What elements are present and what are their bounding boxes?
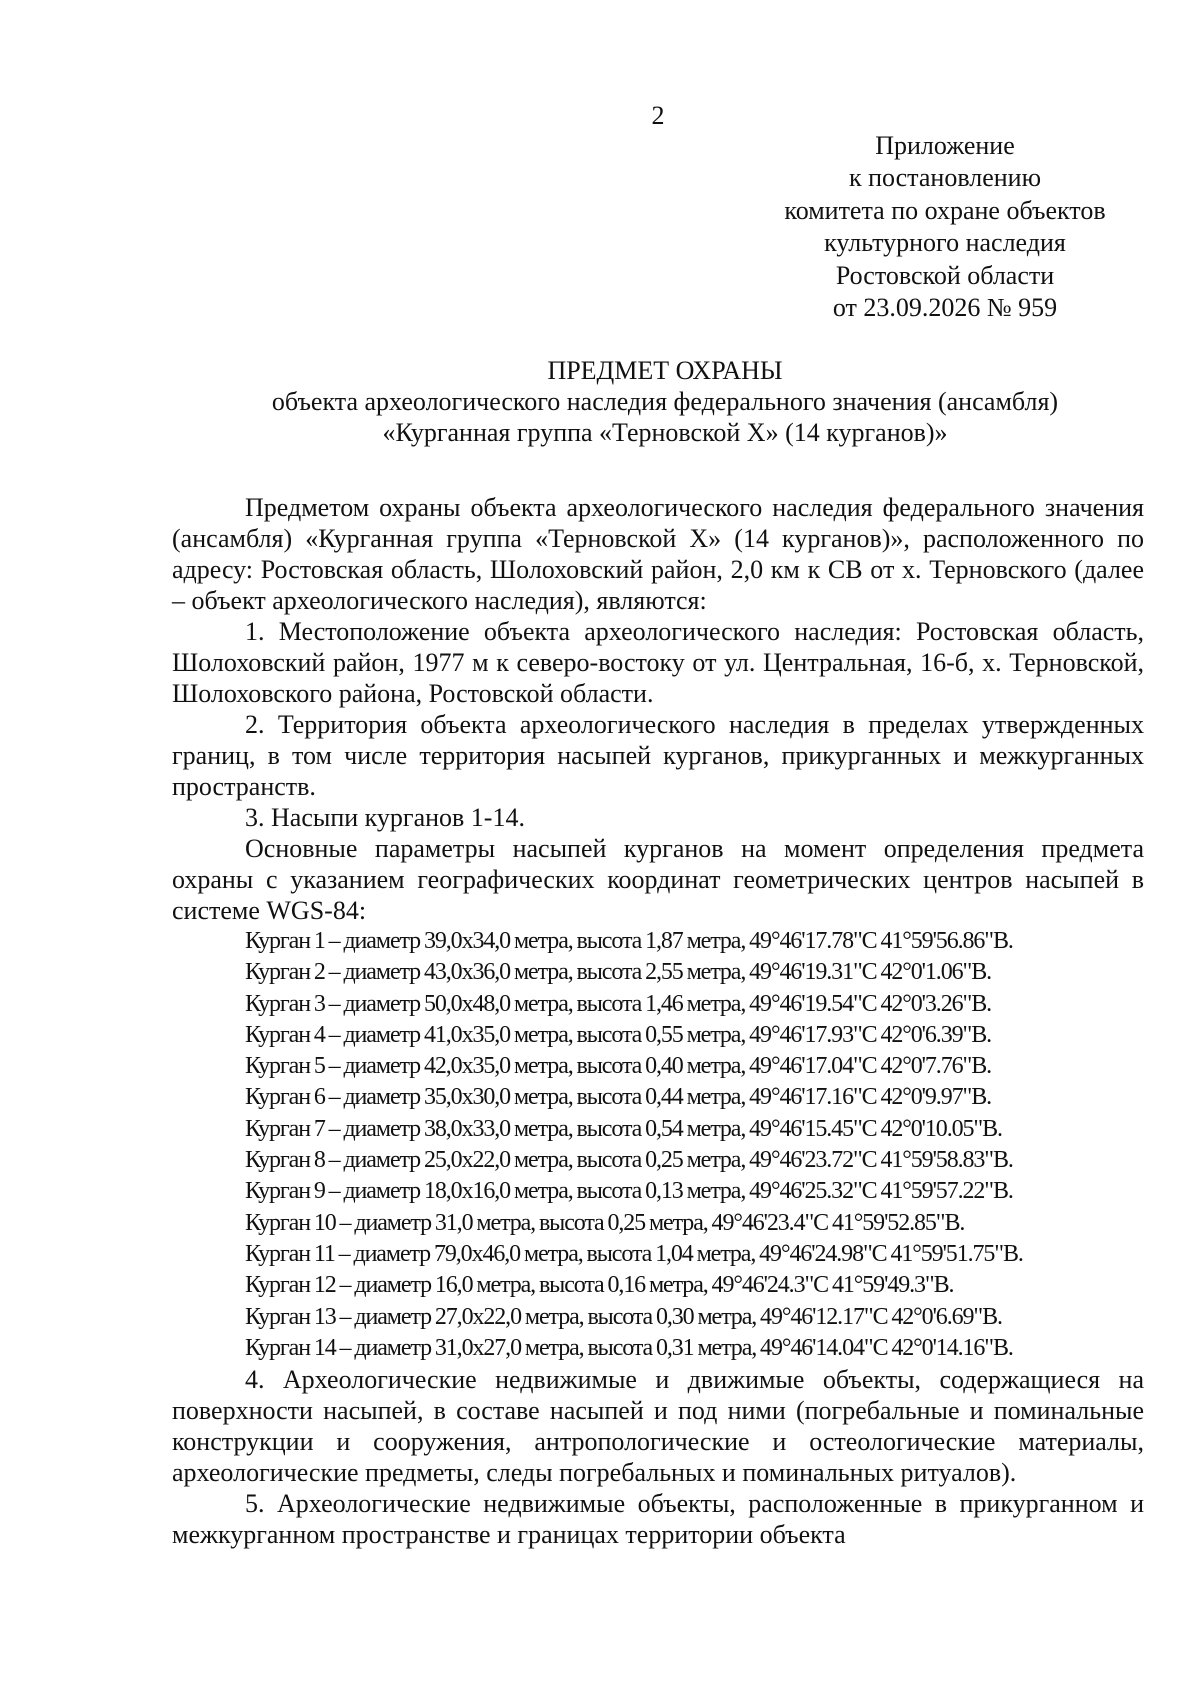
appendix-line: культурного наследия bbox=[824, 228, 1066, 258]
kurgan-line: Курган 5 – диаметр 42,0х35,0 метра, высота 0,40 метра, 49°46'17.04"С 42°0'7.76"В. bbox=[245, 1053, 991, 1080]
kurgan-line: Курган 12 – диаметр 16,0 метра, высота 0,16 метра, 49°46'24.3"С 41°59'49.3"В. bbox=[245, 1272, 954, 1299]
document-subtitle-line: объекта археологического наследия федерального значения (ансамбля) bbox=[271, 387, 1059, 416]
intro-paragraph: Предметом охраны объекта археологического наследия федерального значения (ансамбля) «Курганная группа «Терновской X» (14 курганов)», расположенного по адресу: Ростовская область, Шолоховский район, 2,0 км к СВ от х. Терновского (далее – объект археологического наследия), являются: bbox=[172, 493, 1144, 615]
kurgan-line: Курган 1 – диаметр 39,0х34,0 метра, высота 1,87 метра, 49°46'17.78"С 41°59'56.86"В. bbox=[245, 928, 1013, 954]
appendix-line: Приложение bbox=[875, 131, 1015, 160]
kurgan-line: Курган 10 – диаметр 31,0 метра, высота 0,25 метра, 49°46'23.4"С 41°59'52.85"В. bbox=[245, 1209, 965, 1236]
item-4-objects: 4. Археологические недвижимые и движимые объекты, содержащиеся на поверхности насыпей, в составе насыпей и под ними (погребальные и поминальные конструкции и сооружения, антропологические и остеологические материалы, археологические предметы, следы погребальных и поминальных ритуалов). bbox=[172, 1365, 1144, 1488]
kurgan-line: Курган 6 – диаметр 35,0х30,0 метра, высота 0,44 метра, 49°46'17.16"С 42°0'9.97"В. bbox=[245, 1084, 991, 1111]
page-number: 2 bbox=[651, 101, 665, 130]
item-3-mounds: 3. Насыпи курганов 1-14. bbox=[245, 803, 525, 832]
appendix-line: от 23.09.2026 № 959 bbox=[832, 293, 1058, 323]
kurgan-line: Курган 14 – диаметр 31,0х27,0 метра, высота 0,31 метра, 49°46'14.04"С 42°0'14.16"В. bbox=[245, 1334, 1013, 1361]
document-body bbox=[172, 492, 1144, 1550]
appendix-line: Ростовской области bbox=[835, 260, 1055, 290]
kurgan-line: Курган 7 – диаметр 38,0х33,0 метра, высота 0,54 метра, 49°46'15.45"С 42°0'10.05"В. bbox=[245, 1115, 1002, 1142]
item-1-location: 1. Местоположение объекта археологического наследия: Ростовская область, Шолоховский район, 1977 м к северо-востоку от ул. Центральная, 16-б, х. Терновской, Шолоховского района, Ростовской области. bbox=[172, 617, 1144, 708]
kurgan-line: Курган 3 – диаметр 50,0х48,0 метра, высота 1,46 метра, 49°46'19.54"С 42°0'3.26"В. bbox=[245, 990, 991, 1017]
kurgan-line: Курган 8 – диаметр 25,0х22,0 метра, высота 0,25 метра, 49°46'23.72"С 41°59'58.83"В. bbox=[245, 1147, 1013, 1174]
appendix-line: комитета по охране объектов bbox=[784, 195, 1106, 225]
kurgan-line: Курган 13 – диаметр 27,0х22,0 метра, высота 0,30 метра, 49°46'12.17"С 42°0'6.69"В. bbox=[245, 1303, 1002, 1330]
kurgan-line: Курган 4 – диаметр 41,0х35,0 метра, высота 0,55 метра, 49°46'17.93"С 42°0'6.39"В. bbox=[245, 1021, 991, 1048]
parameters-paragraph: Основные параметры насыпей курганов на момент определения предмета охраны с указанием географических координат геометрических центров насыпей в системе WGS-84: bbox=[172, 834, 1144, 925]
item-2-territory: 2. Территория объекта археологического наследия в пределах утвержденных границ, в том числе территория насыпей курганов, прикурганных и межкурганных пространств. bbox=[172, 710, 1144, 801]
kurgan-line: Курган 11 – диаметр 79,0х46,0 метра, высота 1,04 метра, 49°46'24.98"С 41°59'51.75"В. bbox=[245, 1240, 1023, 1267]
item-5-objects: 5. Археологические недвижимые объекты, расположенные в прикурганном и межкурганном пространстве и границах территории объекта bbox=[172, 1489, 1144, 1550]
kurgan-line: Курган 9 – диаметр 18,0х16,0 метра, высота 0,13 метра, 49°46'25.32"С 41°59'57.22"В. bbox=[245, 1178, 1013, 1205]
document-subtitle-line: «Курганная группа «Терновской X» (14 курганов)» bbox=[382, 418, 948, 447]
document-title: ПРЕДМЕТ ОХРАНЫ bbox=[547, 356, 783, 385]
appendix-line: к постановлению bbox=[848, 163, 1042, 193]
document-title-block bbox=[100, 355, 1200, 448]
kurgan-line: Курган 2 – диаметр 43,0х36,0 метра, высота 2,55 метра, 49°46'19.31"С 42°0'1.06"В. bbox=[245, 959, 991, 986]
appendix-block bbox=[740, 130, 1150, 324]
